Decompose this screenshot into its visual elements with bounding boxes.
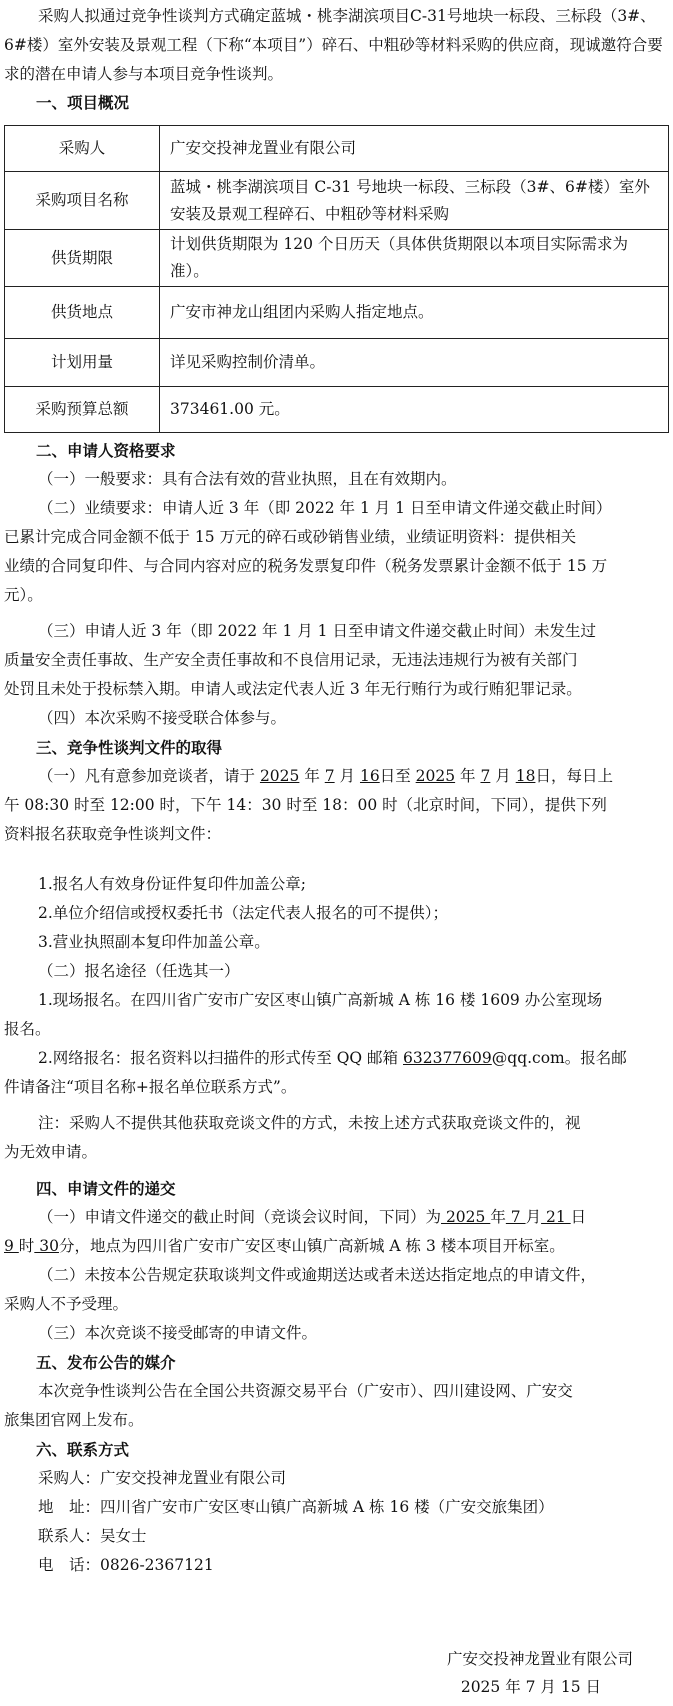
- rejection-line: 采购人不予受理。: [4, 1295, 129, 1313]
- signature-company: 广安交投神龙置业有限公司: [446, 1650, 633, 1668]
- row-label: 采购预算总额: [5, 387, 160, 433]
- text-span: 日: [535, 767, 551, 785]
- registration-period-line: 资料报名获取竞争性谈判文件：: [4, 825, 222, 843]
- text-span: 月: [525, 1208, 542, 1226]
- media-line: 旅集团官网上发布。: [4, 1411, 144, 1429]
- deadline-year: 2025: [441, 1208, 491, 1226]
- row-label: 供货地点: [5, 287, 160, 339]
- signature-date: 2025 年 7 月 15 日: [460, 1678, 601, 1696]
- text-span: 日至: [379, 767, 416, 785]
- start-year: 2025: [259, 767, 300, 785]
- section-5-title: 五、发布公告的媒介: [36, 1353, 176, 1372]
- onsite-registration-line: 报名。: [4, 1020, 51, 1038]
- row-label: 计划用量: [5, 339, 160, 387]
- list-item: 1.报名人有效身份证件复印件加盖公章;: [38, 875, 307, 893]
- section-4-title: 四、申请文件的递交: [36, 1179, 176, 1198]
- text-span: 日: [570, 1208, 587, 1226]
- contact-phone: 电 话：0826-2367121: [38, 1556, 214, 1574]
- note-line: 为无效申请。: [4, 1143, 98, 1161]
- row-value: 广安市神龙山组团内采购人指定地点。: [160, 287, 669, 339]
- text-span: 分，地点为四川省广安市广安区枣山镇广高新城 A 栋 3 楼本项目开标室。: [58, 1237, 565, 1255]
- list-item: 3.营业执照副本复印件加盖公章。: [38, 933, 270, 951]
- table-row: [5, 339, 669, 387]
- row-value: 373461.00 元。: [160, 387, 669, 433]
- rejection-line: （二）未按本公告规定获取谈判文件或逾期送达或者未送达指定地点的申请文件，: [38, 1266, 597, 1284]
- row-value: 蓝城・桃李湖滨项目 C-31 号地块一标段、三标段（3#、6#楼）室外安装及景观工程碎石、中粗砂等材料采购: [160, 172, 669, 230]
- text-span: @qq.com。报名邮: [491, 1049, 627, 1067]
- end-year: 2025: [415, 767, 456, 785]
- general-requirement: （一）一般要求：具有合法有效的营业执照，且在有效期内。: [38, 470, 457, 488]
- deadline-line: [4, 1232, 671, 1261]
- table-row: [5, 126, 669, 172]
- record-requirement-line: 质量安全责任事故、生产安全责任事故和不良信用记录，无违法违规行为被有关部门: [4, 651, 578, 669]
- end-day: 18: [515, 767, 536, 785]
- end-month: 7: [480, 767, 491, 785]
- list-item: 2.单位介绍信或授权委托书（法定代表人报名的可不提供）；: [38, 904, 449, 922]
- contact-address: 地 址：四川省广安市广安区枣山镇广高新城 A 栋 16 楼（广安交旅集团）: [38, 1498, 554, 1516]
- row-value: 详见采购控制价清单。: [160, 339, 669, 387]
- row-value: 广安交投神龙置业有限公司: [160, 126, 669, 172]
- table-row: [5, 287, 669, 339]
- deadline-line: [38, 1203, 671, 1232]
- section-1-title: 一、项目概况: [36, 93, 130, 112]
- row-label: 采购项目名称: [5, 172, 160, 230]
- text-span: 月: [334, 767, 360, 785]
- table-row: [5, 230, 669, 287]
- performance-requirement-line: 业绩的合同复印件、与合同内容对应的税务发票复印件（税务发票累计金额不低于 15 万: [4, 557, 608, 575]
- performance-requirement-line: （二）业绩要求：申请人近 3 年（即 2022 年 1 月 1 日至申请文件递交截止时间）: [38, 499, 612, 517]
- registration-methods-title: （二）报名途径（任选其一）: [38, 962, 240, 980]
- consortium-requirement: （四）本次采购不接受联合体参与。: [38, 709, 287, 727]
- text-span: 年: [299, 767, 325, 785]
- text-span: （一）申请文件递交的截止时间（竞谈会议时间，下同）为: [38, 1208, 442, 1226]
- registration-period-line: 午 08:30 时至 12:00 时，下午 14：30 时至 18：00 时（北京时间，下同），提供下列: [4, 796, 607, 814]
- record-requirement-line: 处罚且未处于投标禁入期。申请人或法定代表人近 3 年无行贿行为或行贿犯罪记录。: [4, 680, 582, 698]
- online-registration-line: 件请备注“项目名称+报名单位联系方式”。: [4, 1078, 297, 1096]
- media-line: 本次竞争性谈判公告在全国公共资源交易平台（广安市）、四川建设网、广安交: [38, 1382, 573, 1400]
- row-label: 采购人: [5, 126, 160, 172]
- text-span: 年: [490, 1208, 506, 1226]
- row-label: 供货期限: [5, 230, 160, 287]
- online-registration-line: [38, 1044, 671, 1073]
- performance-requirement-line: 已累计完成合同金额不低于 15 万元的碎石或砂销售业绩，业绩证明资料：提供相关: [4, 528, 577, 546]
- deadline-minute: 30: [34, 1237, 59, 1255]
- intro-paragraph: 采购人拟通过竞争性谈判方式确定蓝城・桃李湖滨项目C-31号地块一标段、三标段（3#、6#楼）室外安装及景观工程（下称“本项目”）碎石、中粗砂等材料采购的供应商，现诚邀符合要求的潜在申请人参与本项目竞争性谈判。: [4, 7, 663, 83]
- section-2-title: 二、申请人资格要求: [36, 441, 176, 460]
- text-span: ，每日上: [550, 767, 613, 785]
- text-span: 月: [490, 767, 516, 785]
- no-mail-line: （三）本次竞谈不接受邮寄的申请文件。: [38, 1324, 318, 1342]
- deadline-hour: 9: [4, 1237, 19, 1255]
- qq-email-link[interactable]: 632377609: [403, 1049, 492, 1067]
- performance-requirement-line: 元）。: [4, 586, 43, 604]
- registration-period-line: [38, 762, 671, 791]
- note-line: 注：采购人不提供其他获取竞谈文件的方式，未按上述方式获取竞谈文件的，视: [38, 1114, 581, 1132]
- deadline-month: 7: [505, 1208, 526, 1226]
- text-span: 年: [455, 767, 481, 785]
- section-3-title: 三、竞争性谈判文件的取得: [36, 738, 223, 757]
- section-6-title: 六、联系方式: [36, 1440, 130, 1459]
- project-overview-table: [4, 125, 669, 433]
- contact-person: 联系人：吴女士: [38, 1527, 147, 1545]
- start-month: 7: [324, 767, 335, 785]
- record-requirement-line: （三）申请人近 3 年（即 2022 年 1 月 1 日至申请文件递交截止时间）未发生过: [38, 622, 596, 640]
- table-row: [5, 172, 669, 230]
- start-day: 16: [359, 767, 380, 785]
- deadline-day: 21: [541, 1208, 571, 1226]
- row-value: 计划供货期限为 120 个日历天（具体供货期限以本项目实际需求为准）。: [160, 230, 669, 287]
- table-row: [5, 387, 669, 433]
- text-span: （一）凡有意参加竞谈者，请于: [38, 767, 260, 785]
- contact-purchaser: 采购人：广安交投神龙置业有限公司: [38, 1469, 287, 1487]
- text-span: 时: [18, 1237, 35, 1255]
- text-span: 2.网络报名：报名资料以扫描件的形式传至 QQ 邮箱: [38, 1049, 403, 1067]
- onsite-registration-line: 1.现场报名。在四川省广安市广安区枣山镇广高新城 A 栋 16 楼 1609 办公室现场: [38, 991, 603, 1009]
